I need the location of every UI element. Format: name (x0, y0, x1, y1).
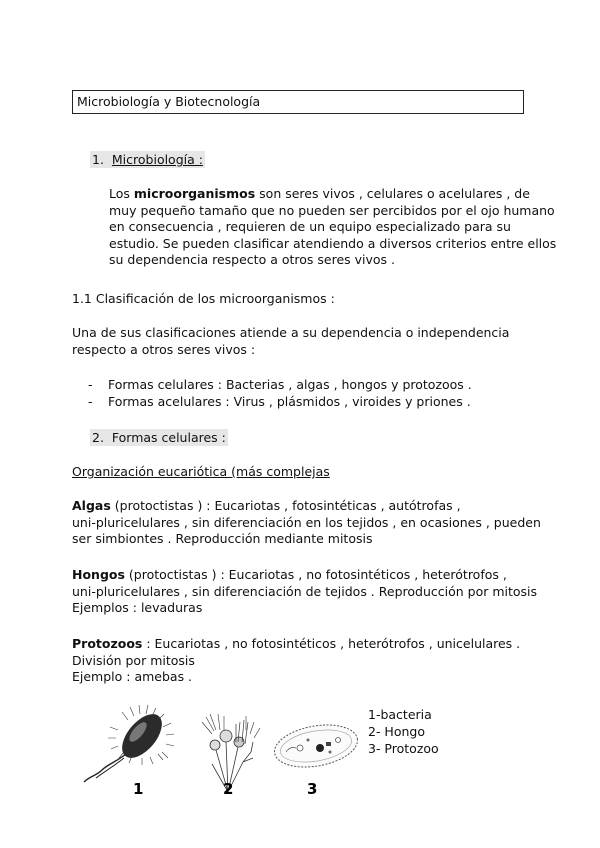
bullet-marker: - (88, 377, 93, 392)
section1-title: Microbiología : (111, 152, 203, 167)
group-line-text: (protoctistas ) : Eucariotas , fotosintéticas , autótrofas , (110, 498, 461, 513)
section2-heading-highlight (90, 429, 228, 446)
section2-heading (90, 430, 228, 447)
group-name: Hongos (72, 567, 125, 582)
section1-number: 1. (92, 152, 104, 167)
figure-legend (368, 706, 439, 757)
group-line: uni-pluricelulares , sin diferenciación de tejidos . Reproducción por mitosis (72, 583, 538, 599)
intro-line-4: estudio. Se pueden clasificar atendiendo a diversos criterios entre ellos (109, 235, 557, 251)
subsection-text-line-2: respecto a otros seres vivos : (72, 341, 256, 357)
section1-intro (109, 186, 557, 269)
group-line: Ejemplo : amebas . (72, 669, 193, 684)
bullet-list (88, 377, 472, 410)
group-line: División por mitosis (72, 652, 195, 668)
intro-line-2: muy pequeño tamaño que no pueden ser percibidos por el ojo humano (109, 202, 555, 218)
group-line: uni-pluricelulares , sin diferenciación en los tejidos , en ocasiones , pueden (72, 514, 541, 530)
legend-item: 2- Hongo (368, 724, 425, 739)
section2-number: 2. (92, 430, 104, 445)
figure-label-2: 2 (223, 780, 234, 798)
intro-suffix: son seres vivos , celulares o acelulares , de (255, 186, 530, 201)
group-line-text: : Eucariotas , no fotosintéticos , heterótrofos , unicelulares . (142, 636, 521, 651)
legend-item: 3- Protozoo (368, 741, 439, 756)
group-algas (72, 498, 541, 548)
subsection-title: 1.1 Clasificación de los microorganismos : (72, 291, 335, 306)
legend-item: 1-bacteria (368, 707, 432, 722)
group-hongos (72, 567, 537, 617)
intro-line-5: su dependencia respecto a otros seres vivos . (109, 252, 395, 267)
bullet-text: Formas acelulares : Virus , plásmidos , viroides y priones . (108, 393, 471, 409)
group-line-text: (protoctistas ) : Eucariotas , no fotosintéticos , heterótrofos , (124, 567, 507, 582)
intro-line-3: en consecuencia , requieren de un equipo especializado para su (109, 219, 511, 234)
group-line (72, 636, 520, 653)
document-title: Microbiología y Biotecnología (77, 94, 261, 109)
bacteria-illustration (84, 705, 174, 782)
group-line: Ejemplos : levaduras (72, 600, 203, 615)
group-line (72, 498, 541, 515)
section1-heading (90, 152, 205, 169)
document-title-box (72, 90, 524, 114)
figure-label-3: 3 (307, 780, 318, 798)
organization-title: Organización eucariótica (más complejas (72, 464, 330, 479)
section2-title: Formas celulares : (111, 430, 226, 445)
bullet-text: Formas celulares : Bacterias , algas , hongos y protozoos . (108, 377, 472, 392)
intro-line-1 (109, 186, 529, 203)
group-line: ser simbiontes . Reproducción mediante mitosis (72, 531, 373, 546)
figure-label-1: 1 (133, 780, 144, 798)
bullet-item (88, 394, 472, 411)
group-line (72, 567, 537, 584)
group-name: Protozoos (72, 636, 143, 651)
subsection-text-line-1: Una de sus clasificaciones atiende a su dependencia o independencia (72, 325, 510, 340)
bullet-item (88, 377, 472, 394)
section1-heading-highlight (90, 151, 205, 168)
microorganism-illustrations (78, 702, 368, 812)
group-protozoos (72, 636, 520, 686)
intro-keyword: microorganismos (133, 186, 256, 201)
bullet-marker: - (88, 393, 93, 409)
microorganisms-figure (78, 702, 368, 812)
group-name: Algas (72, 498, 111, 513)
subsection-text (72, 325, 509, 358)
protozoo-illustration (271, 719, 361, 773)
intro-prefix: Los (109, 186, 134, 201)
